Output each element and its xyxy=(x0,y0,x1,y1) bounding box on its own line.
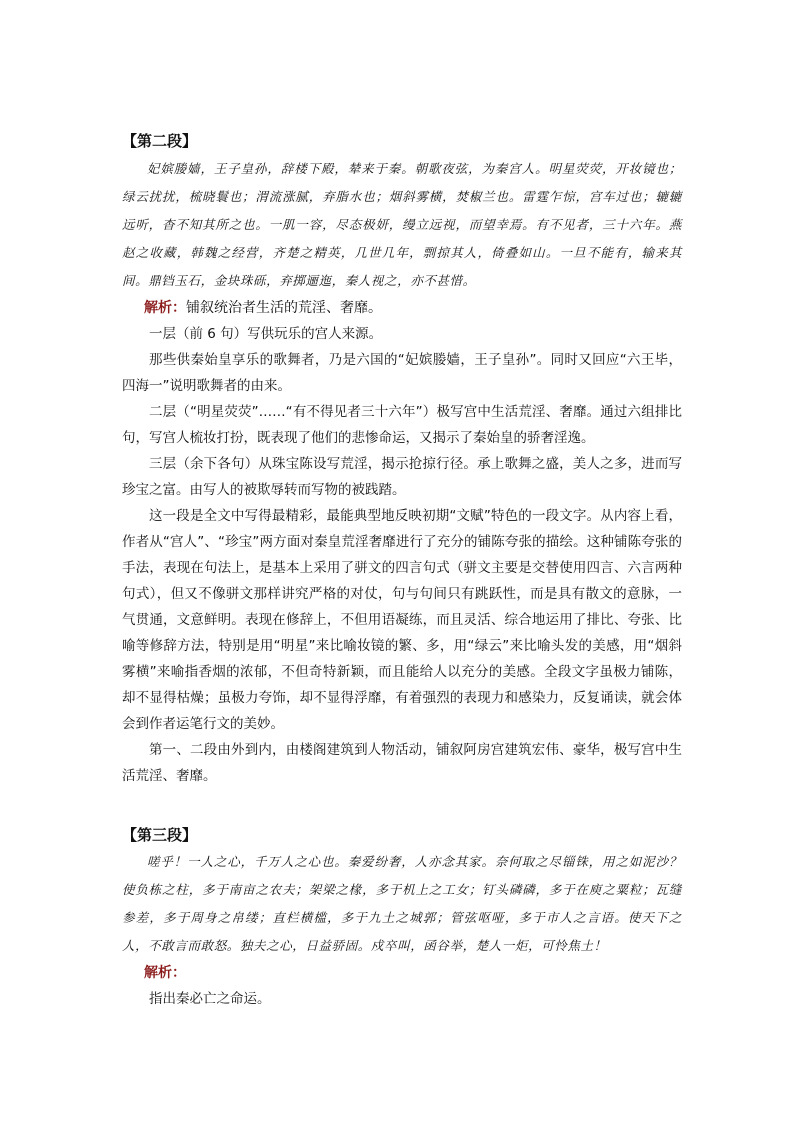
section-three-classical-text: 嗟乎！一人之心，千万人之心也。秦爱纷奢，人亦念其家。奈何取之尽锱铢，用之如泥沙？使负栋之柱，多于南亩之农夫；架梁之椽，多于机上之工女；钉头磷磷，多于在庾之粟粒；瓦缝参差，多于周身之帛缕；直栏横槛，多于九土之城郭；管弦呕哑，多于市人之言语。使天下之人，不敢言而敢怒。独夫之心，日益骄固。戍卒叫，函谷举，楚人一炬，可怜焦土！ xyxy=(122,854,682,953)
section-two-classical-text: 妃嫔媵嫱，王子皇孙，辞楼下殿，辇来于秦。朝歌夜弦，为秦宫人。明星荧荧，开妆镜也；绿云扰扰，梳晓鬟也；渭流涨腻，弃脂水也；烟斜雾横，焚椒兰也。雷霆乍惊，宫车过也；辘辘远听，杳不知其所之也。一肌一容，尽态极妍，缦立远视，而望幸焉。有不见者，三十六年。燕赵之收藏，韩魏之经营，齐楚之精英，几世几年，剽掠其人，倚叠如山。一旦不能有，输来其间。鼎铛玉石，金块珠砾，弃掷逦迤，秦人视之，亦不甚惜。 xyxy=(122,161,682,288)
section-two xyxy=(122,130,682,789)
section-three-analysis xyxy=(122,960,682,986)
analysis-label: 解析： xyxy=(144,965,186,981)
analysis-paragraph: 二层（“明星荧荧”……“有不得见者三十六年”）极写宫中生活荒淫、奢靡。通过六组排比句，写宫人梳妆打扮，既表现了他们的悲惨命运，又揭示了秦始皇的骄奢淫逸。 xyxy=(122,404,682,446)
section-two-heading: 【第二段】 xyxy=(122,132,198,150)
analysis-paragraph: 指出秦必亡之命运。 xyxy=(149,991,271,1007)
section-three xyxy=(122,824,682,1012)
analysis-paragraph: 一层（前 6 句）写供玩乐的宫人来源。 xyxy=(149,326,383,342)
analysis-paragraph: 那些供秦始皇享乐的歌舞者，乃是六国的“妃嫔媵嫱，王子皇孙”。同时又回应“六王毕，四海一”说明歌舞者的由来。 xyxy=(122,352,682,394)
analysis-paragraph: 这一段是全文中写得最精彩，最能典型地反映初期“文赋”特色的一段文字。从内容上看，作者从“宫人”、“珍宝”两方面对秦皇荒淫奢靡进行了充分的铺陈夸张的描绘。这种铺陈夸张的手法，表现在句法上，是基本上采用了骈文的四言句式（骈文主要是交替使用四言、六言两种句式），但又不像骈文那样讲究严格的对仗，句与句间只有跳跃性，而是具有散文的意脉，一气贯通，文意鲜明。表现在修辞上，不但用语凝练，而且灵活、综合地运用了排比、夸张、比喻等修辞方法，特别是用“明星”来比喻妆镜的繁、多，用“绿云”来比喻头发的美感，用“烟斜雾横”来喻指香烟的浓郁，不但奇特新颖，而且能给人以充分的美感。全段文字虽极力铺陈，却不显得枯燥；虽极力夸饰，却不显得浮靡，有着强烈的表现力和感染力，反复诵读，就会体会到作者运笔行文的美妙。 xyxy=(122,508,682,732)
analysis-paragraph: 第一、二段由外到内，由楼阁建筑到人物活动，铺叙阿房宫建筑宏伟、豪华，极写宫中生活荒淫、奢靡。 xyxy=(122,742,682,784)
section-three-heading: 【第三段】 xyxy=(122,826,198,844)
analysis-summary: 铺叙统治者生活的荒淫、奢靡。 xyxy=(186,300,382,316)
analysis-paragraph: 三层（余下各句）从珠宝陈设写荒淫，揭示抢掠行径。承上歌舞之盛，美人之多，进而写珍宝之富。由写人的被欺辱转而写物的被践踏。 xyxy=(122,456,682,498)
section-two-analysis xyxy=(122,295,682,321)
analysis-label: 解析： xyxy=(144,300,186,316)
